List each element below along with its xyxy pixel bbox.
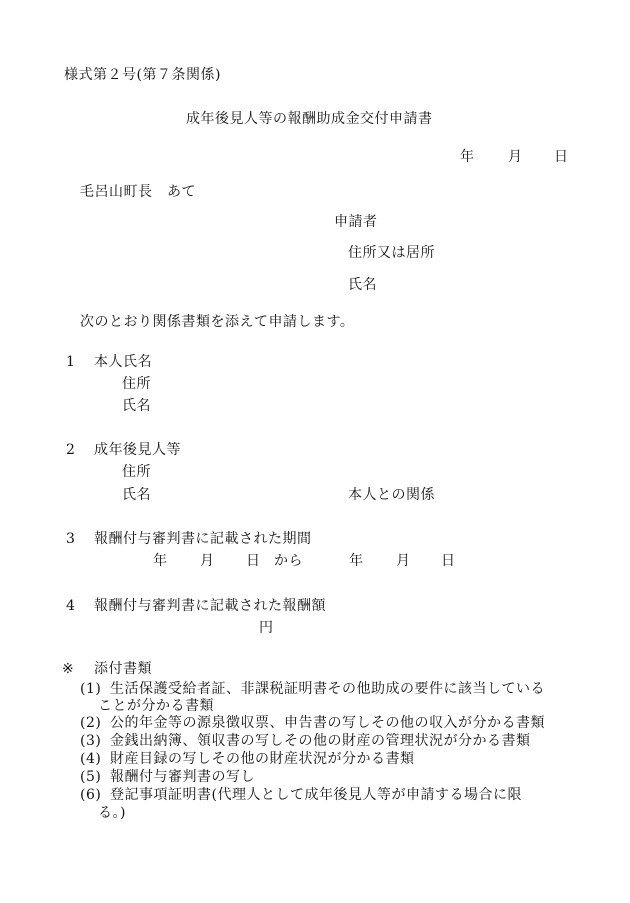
applicant-address-label: 住所又は居所 bbox=[348, 245, 435, 261]
attachment-3-text: 金銭出納簿、領収書の写しその他の財産の管理状況が分かる書類 bbox=[110, 733, 531, 749]
period-from-label: から bbox=[274, 553, 303, 569]
period-from-year: 年 bbox=[153, 553, 168, 569]
period-to-year: 年 bbox=[349, 553, 364, 569]
attachment-6-text: 登記事項証明書(代理人として成年後見人等が申請する場合に限 bbox=[110, 787, 522, 803]
attachment-2-text: 公的年金等の源泉徴収票、申告書の写しその他の収入が分かる書類 bbox=[110, 715, 545, 731]
document-title: 成年後見人等の報酬助成金交付申請書 bbox=[186, 111, 433, 127]
attachment-6-text-cont: る。) bbox=[98, 805, 126, 821]
section-2-address: 住所 bbox=[122, 464, 151, 480]
period-to-day: 日 bbox=[441, 553, 456, 569]
attachment-5-text: 報酬付与審判書の写し bbox=[110, 769, 255, 785]
form-number: 様式第２号(第７条関係) bbox=[64, 67, 221, 83]
attachments-mark: ※ bbox=[62, 661, 75, 677]
period-from-day: 日 bbox=[246, 553, 261, 569]
date-year: 年 bbox=[460, 149, 475, 165]
attachment-1-text: 生活保護受給者証、非課税証明書その他助成の要件に該当している bbox=[110, 681, 545, 697]
section-1-name: 氏名 bbox=[122, 398, 151, 414]
attachment-4-text: 財産目録の写しその他の財産状況が分かる書類 bbox=[110, 751, 415, 767]
period-to-month: 月 bbox=[396, 553, 411, 569]
attachment-6-number: (6) bbox=[80, 787, 102, 803]
intro-text: 次のとおり関係書類を添えて申請します。 bbox=[80, 314, 355, 330]
section-1-address: 住所 bbox=[122, 376, 151, 392]
reward-amount-yen: 円 bbox=[259, 620, 274, 636]
section-2-relation: 本人との関係 bbox=[348, 487, 435, 503]
attachment-2-number: (2) bbox=[80, 715, 102, 731]
section-4-heading: 報酬付与審判書に記載された報酬額 bbox=[94, 598, 326, 614]
attachment-3-number: (3) bbox=[80, 733, 102, 749]
attachment-1-number: (1) bbox=[80, 681, 102, 697]
date-month: 月 bbox=[508, 149, 523, 165]
attachments-heading: 添付書類 bbox=[94, 661, 152, 677]
attachment-4-number: (4) bbox=[80, 751, 102, 767]
section-3-heading: 報酬付与審判書に記載された期間 bbox=[94, 531, 312, 547]
section-2-heading: 成年後見人等 bbox=[94, 442, 181, 458]
attachment-1-text-cont: ことが分かる書類 bbox=[98, 698, 214, 714]
section-4-number: 4 bbox=[66, 598, 76, 614]
section-3-number: 3 bbox=[66, 531, 76, 547]
attachment-5-number: (5) bbox=[80, 769, 102, 785]
section-1-heading: 本人氏名 bbox=[94, 354, 152, 370]
addressee: 毛呂山町長 あて bbox=[80, 184, 196, 200]
section-2-name: 氏名 bbox=[122, 487, 151, 503]
section-1-number: 1 bbox=[66, 354, 76, 370]
date-day: 日 bbox=[554, 149, 569, 165]
applicant-label: 申請者 bbox=[334, 214, 378, 230]
period-from-month: 月 bbox=[200, 553, 215, 569]
section-2-number: 2 bbox=[66, 442, 76, 458]
applicant-name-label: 氏名 bbox=[348, 277, 377, 293]
